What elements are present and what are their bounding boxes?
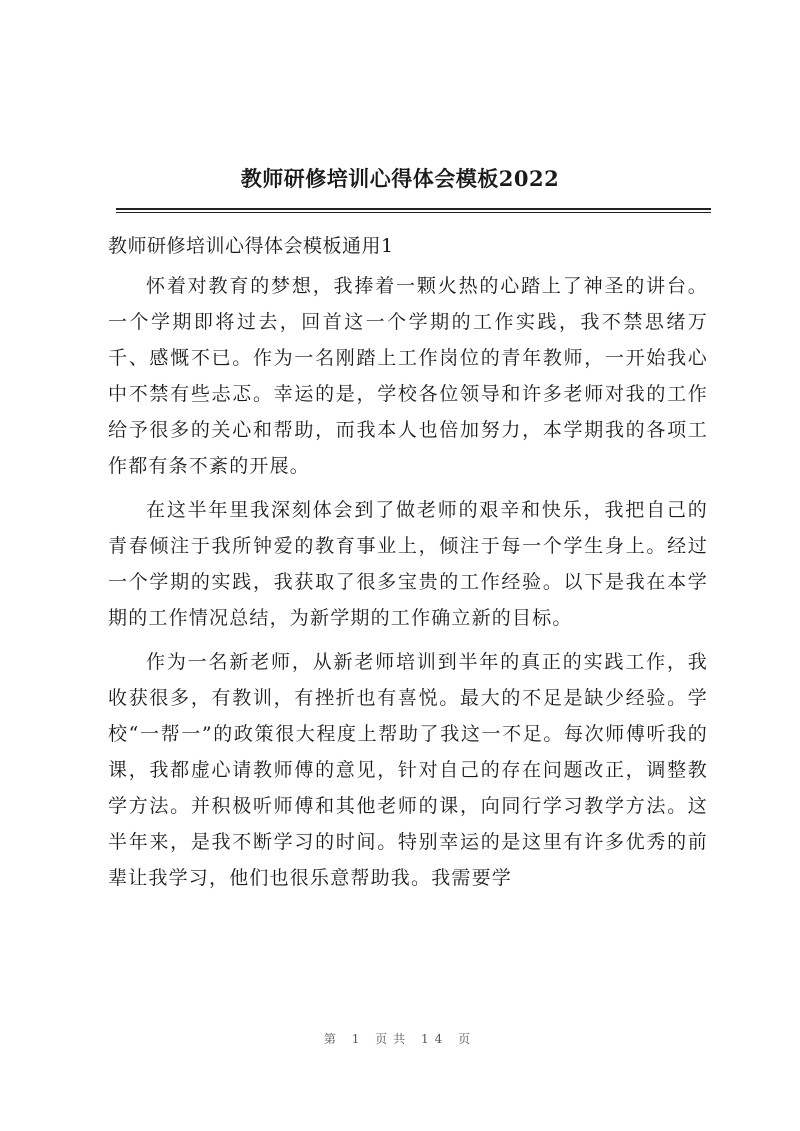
section-subtitle: 教师研修培训心得体会模板通用1 — [108, 235, 394, 257]
document-body — [108, 230, 708, 896]
page-number-footer: 第 1 页共 14 页 — [323, 1032, 477, 1046]
paragraph: 在这半年里我深刻体会到了做老师的艰辛和快乐，我把自己的青春倾注于我所钟爱的教育事业上，倾注于每一个学生身上。经过一个学期的实践，我获取了很多宝贵的工作经验。以下是我在本学期的工作情况总结，为新学期的工作确立新的目标。 — [108, 499, 708, 629]
paragraph: 作为一名新老师，从新老师培训到半年的真正的实践工作，我收获很多，有教训，有挫折也有喜悦。最大的不足是缺少经验。学校“一帮一”的政策很大程度上帮助了我这一不足。每次师傅听我的课，我都虚心请教师傅的意见，针对自己的存在问题改正，调整教学方法。并积极听师傅和其他老师的课，向同行学习教学方法。这半年来，是我不断学习的时间。特别幸运的是这里有许多优秀的前辈让我学习，他们也很乐意帮助我。我需要学 — [108, 651, 708, 889]
document-title: 教师研修培训心得体会模板2022 — [240, 166, 560, 191]
title-divider — [116, 208, 711, 213]
paragraph: 怀着对教育的梦想，我捧着一颗火热的心踏上了神圣的讲台。一个学期即将过去，回首这一个学期的工作实践，我不禁思绪万千、感慨不已。作为一名刚踏上工作岗位的青年教师，一开始我心中不禁有些忐忑。幸运的是，学校各位领导和许多老师对我的工作给予很多的关心和帮助，而我本人也倍加努力，本学期我的各项工作都有条不紊的开展。 — [108, 275, 708, 477]
